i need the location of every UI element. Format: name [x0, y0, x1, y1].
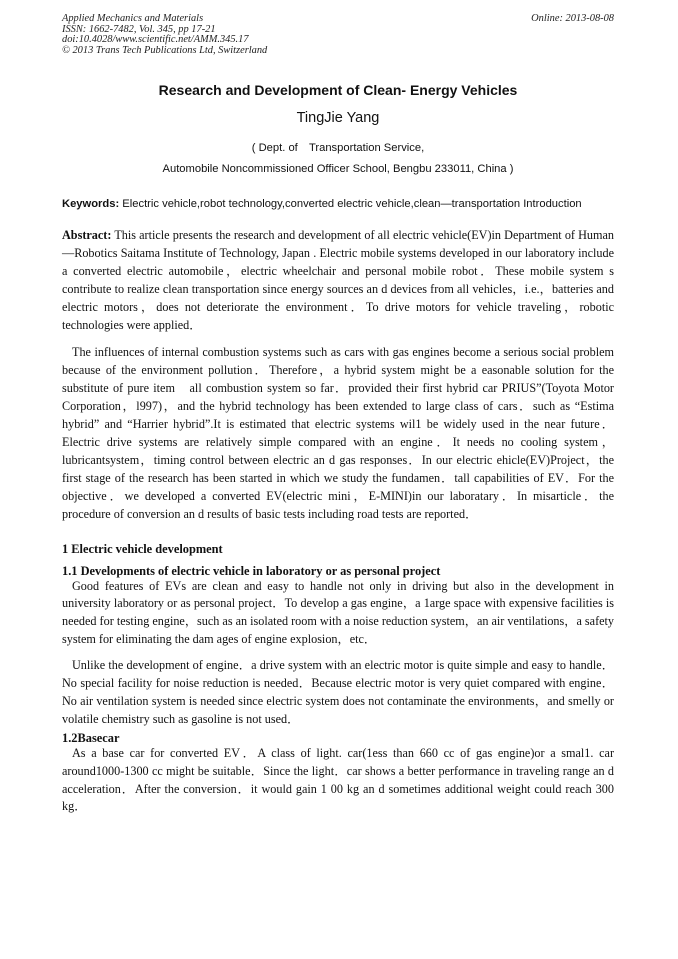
journal-copyright: © 2013 Trans Tech Publications Ltd, Switzerland — [62, 44, 268, 56]
paper-title: Research and Development of Clean- Energy Vehicles — [158, 82, 518, 98]
paper-page — [62, 14, 614, 816]
journal-header — [62, 14, 614, 56]
affiliation-line-1: ( Dept. of Transportation Service, — [251, 142, 425, 154]
journal-issn: ISSN: 1662-7482, Vol. 345, pp 17-21 — [62, 23, 216, 35]
section-1-1-paragraph-1: Good features of EVs are clean and easy to handle not only in driving but also in the development in university laboratory or as personal project．To develop a gas engine，a 1arge space with expensive facilities is needed for testing engine，such as an isolated room with a noise reduction system，an air ventilations，a safety system for eliminating the dam ages of engine explosion，etc． — [62, 578, 615, 647]
affiliation-line-2: Automobile Noncommissioned Officer School, Bengbu 233011, China ) — [162, 163, 514, 175]
journal-name: Applied Mechanics and Materials — [62, 13, 204, 24]
keywords-text: Electric vehicle,robot technology,converted electric vehicle,clean—transportation Introduction — [119, 198, 582, 210]
section-1-2-paragraph-1: As a base car for converted EV．A class of light. car(1ess than 660 cc of gas engine)or a smal1. car around1000-1300 cc might be suitable．Since the light．car shows a better performance in traveling range an d acceleration．After the conversion．it would gain 1 00 kg an d sometimes additional weight could reach 300 kg． — [62, 745, 614, 814]
abstract — [62, 227, 614, 334]
keywords — [62, 197, 614, 211]
section-1-1-heading: 1.1 Developments of electric vehicle in laboratory or as personal project — [62, 563, 441, 578]
abstract-label: Abstract: — [62, 228, 112, 242]
journal-doi: doi:10.4028/www.scientific.net/AMM.345.17 — [62, 34, 249, 45]
author-name: TingJie Yang — [296, 110, 380, 126]
section-1-heading: 1 Electric vehicle development — [62, 541, 223, 556]
affiliation — [62, 138, 614, 180]
intro-paragraph: The influences of internal combustion systems such as cars with gas engines become a serious social problem because of the environment pollution．Therefore，a hybrid system might be a easonable solution for the substitute of pure item all combustion system so far．provided their first hybrid car PRIUS”(Toyota Motor Corporation，l997)，and the hybrid technology has been extended to large class of cars．such as “Estima hybrid” and “Harrier hybrid”.It is estimated that electric systems wil1 be widely used in the near future．Electric drive systems are relatively simple compared with an engine．It needs no cooling system，lubricantsystem，timing control between electric an d gas responses．In our electric ehicle(EV)Project，the first stage of the research has been started in which we study the fundamen．tall capabilities of EV．For the objective．we developed a converted EV(electric mini，E-MINI)in our laboratary．In misarticle．the procedure of conversion an d results of basic tests including road tests are reported． — [62, 345, 614, 521]
online-date: Online: 2013-08-08 — [531, 13, 614, 24]
section-1-2-heading: 1.2Basecar — [62, 730, 120, 745]
abstract-text: This article presents the research and development of all electric vehicle(EV)in Department of Human—Robotics Saitama Institute of Technology, Japan . Electric mobile systems developed in our laboratory include a converted electric automobile，electric wheelchair and personal mobile robot．These mobile system s contribute to realize clean transportation since energy sources an d devices from all vehicles，i.e.，batteries and electric motors，does not deteriorate the environment．To drive motors for vehicle traveling，robotic technologies were applied． — [62, 228, 614, 332]
section-1-1-paragraph-2: Unlike the development of engine．a drive system with an electric motor is quite simple and easy to handle．No special facility for noise reduction is needed．Because electric motor is very quiet compared with engine．No air ventilation system is needed since electric system does not contaminate the environments，and smelly or volatile chemistry such as gasoline is not used． — [62, 658, 614, 726]
keywords-label: Keywords: — [62, 198, 120, 210]
